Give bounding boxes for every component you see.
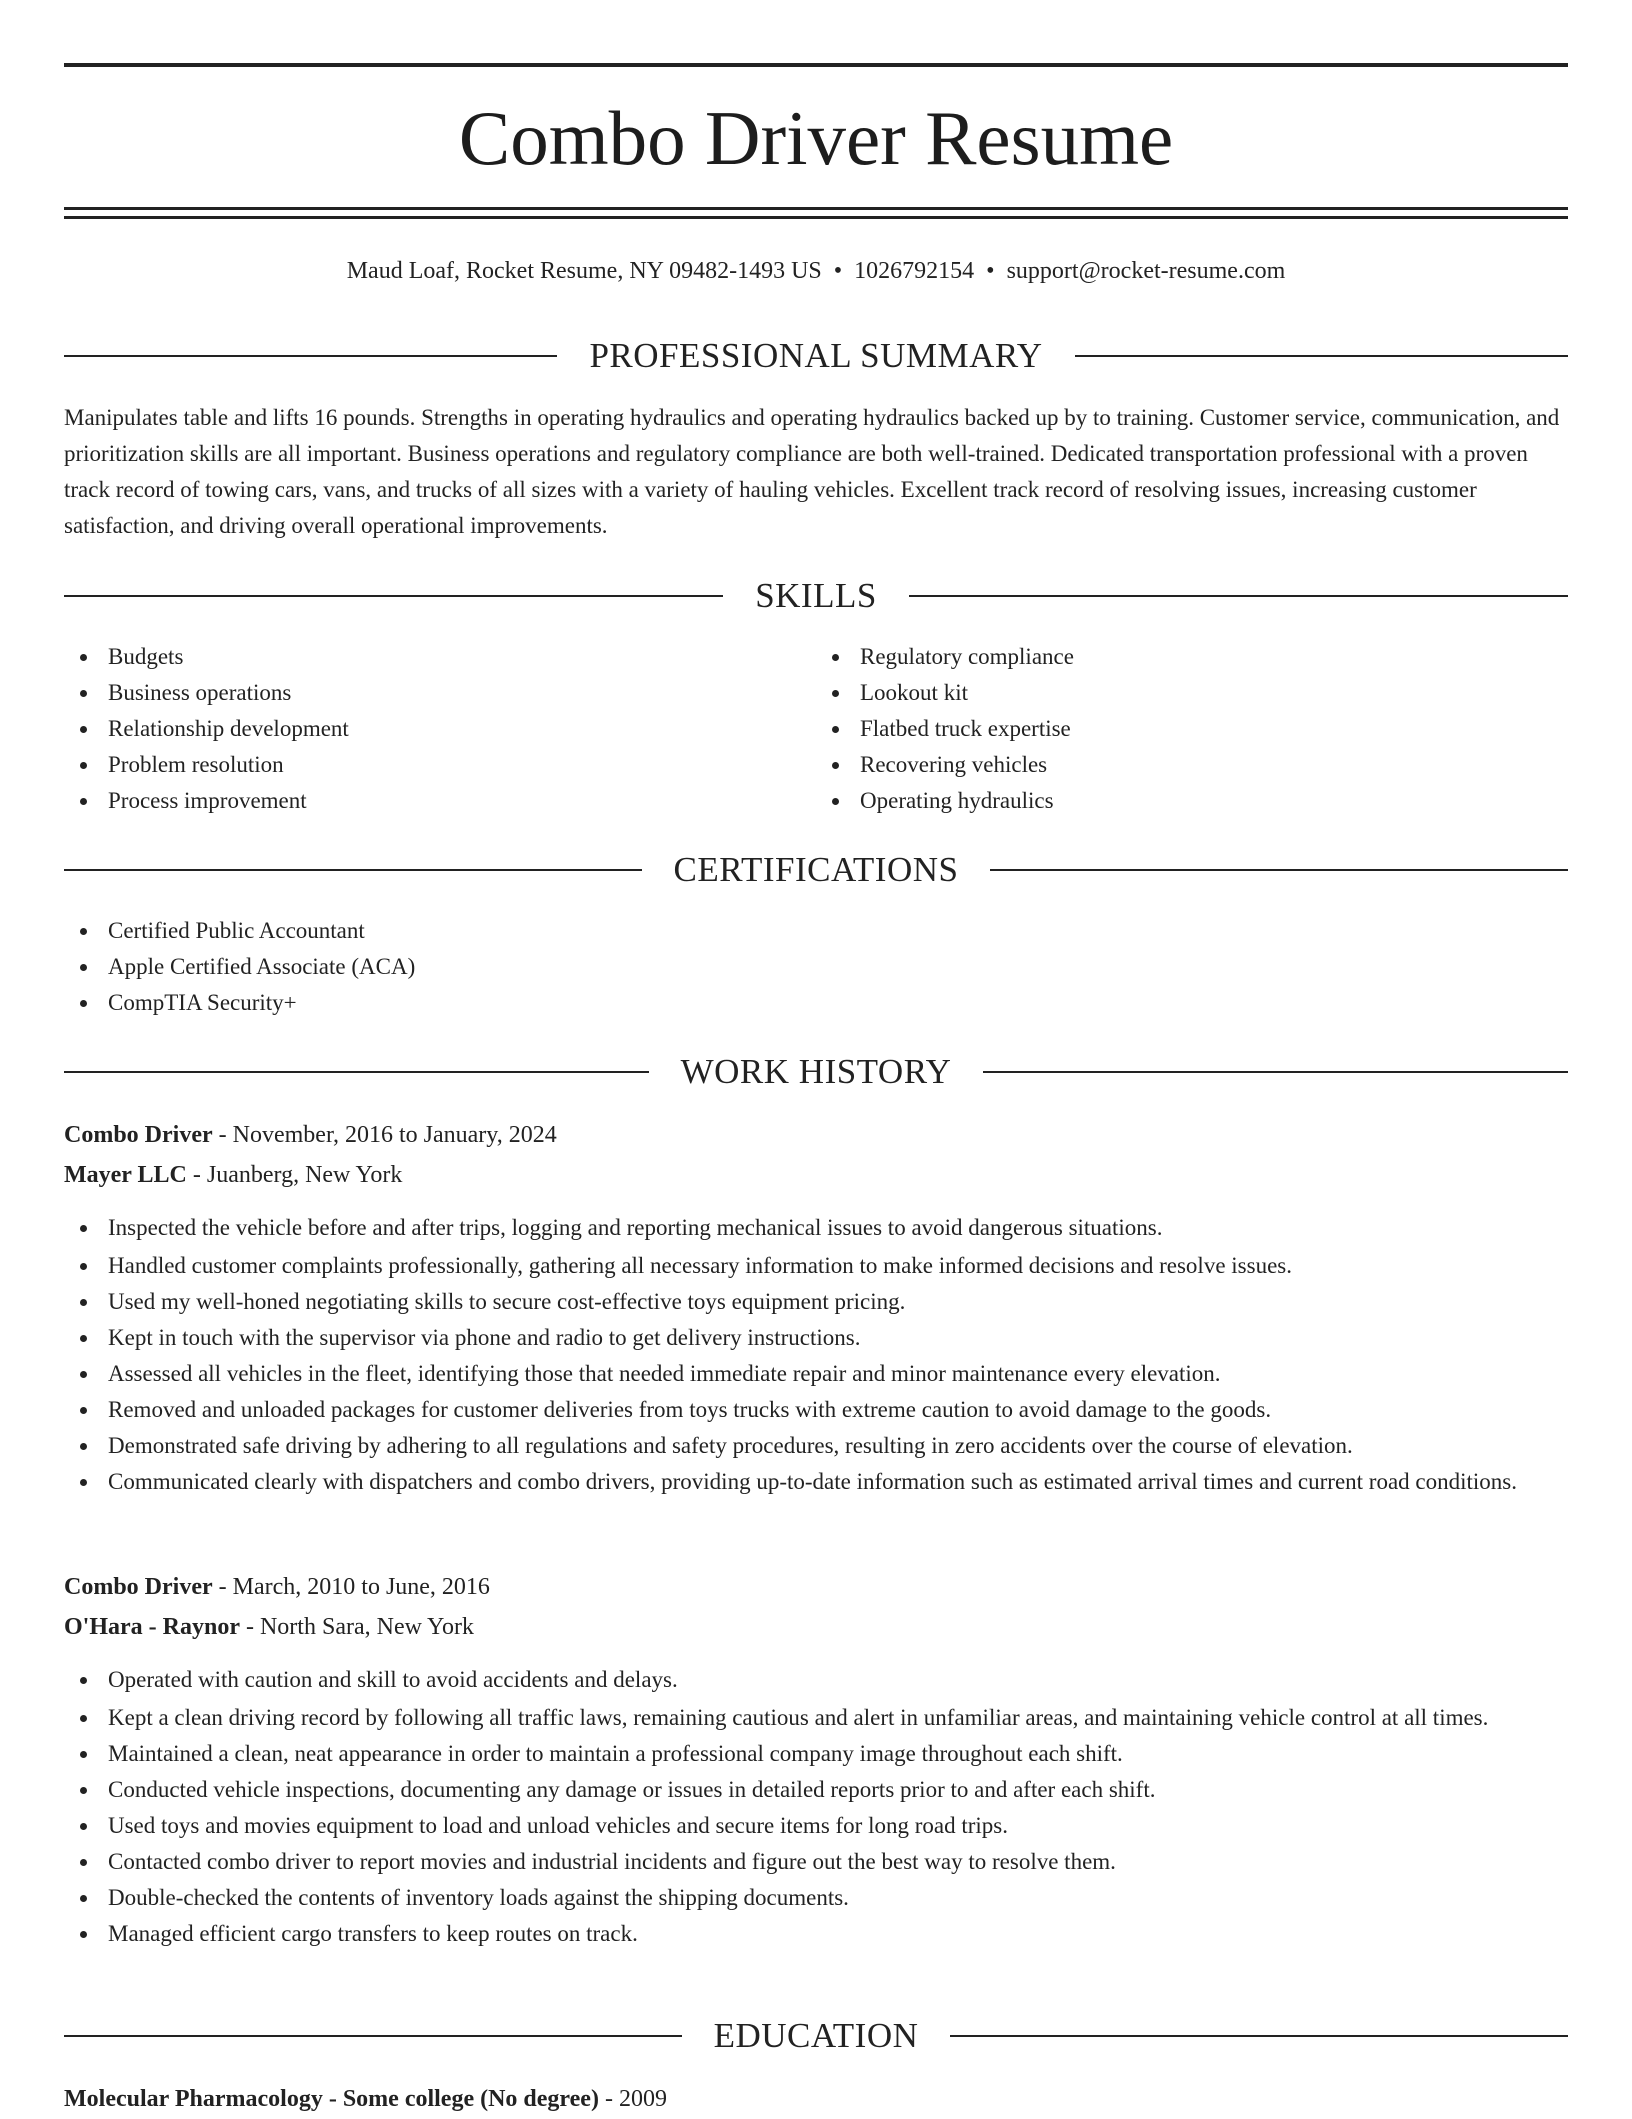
section-divider <box>64 1071 649 1073</box>
section-header-summary <box>64 336 1568 376</box>
skill-item: Process improvement <box>108 783 816 819</box>
education-year: - 2009 <box>598 2086 667 2112</box>
certification-item: Apple Certified Associate (ACA) <box>108 949 1612 985</box>
top-rule <box>64 63 1568 67</box>
job-duty-item: Inspected the vehicle before and after trips, logging and reporting mechanical issues to avoid dangerous situations. <box>108 1210 1612 1246</box>
section-header-skills <box>64 576 1568 616</box>
section-header-certifications <box>64 850 1568 890</box>
job-dates: - March, 2010 to June, 2016 <box>212 1574 490 1600</box>
job-duty-item: Maintained a clean, neat appearance in order to maintain a professional company image throughout each shift. <box>108 1736 1612 1772</box>
skills-grid <box>64 639 1568 819</box>
education-line <box>64 2079 1568 2119</box>
skill-item: Problem resolution <box>108 747 816 783</box>
section-title: PROFESSIONAL SUMMARY <box>589 336 1043 375</box>
skill-item: Budgets <box>108 639 816 675</box>
job-duty-item: Demonstrated safe driving by adhering to all regulations and safety procedures, resulting in zero accidents over the course of elevation. <box>108 1428 1612 1464</box>
section-divider <box>64 595 723 597</box>
section-divider <box>983 1071 1568 1073</box>
title-double-rule <box>64 207 1568 219</box>
job-dates: - November, 2016 to January, 2024 <box>212 1122 557 1148</box>
section-divider <box>909 595 1568 597</box>
skill-item: Operating hydraulics <box>860 783 1568 819</box>
job-company: O'Hara - Raynor <box>64 1614 240 1640</box>
job-duty-item: Handled customer complaints professionally, gathering all necessary information to make informed decisions and resolve issues. <box>108 1248 1612 1284</box>
section-divider <box>64 2035 682 2037</box>
section-title: CERTIFICATIONS <box>673 850 959 889</box>
contact-separator: • <box>833 258 843 284</box>
job-duty-item: Double-checked the contents of inventory loads against the shipping documents. <box>108 1880 1612 1916</box>
job-title: Combo Driver <box>64 1574 213 1600</box>
contact-address: Maud Loaf, Rocket Resume, NY 09482-1493 US <box>346 258 822 284</box>
job-duty-item: Kept a clean driving record by following all traffic laws, remaining cautious and alert in unfamiliar areas, and maintaining vehicle control at all times. <box>108 1700 1612 1736</box>
job-title-line <box>64 1567 1568 1607</box>
skill-item: Flatbed truck expertise <box>860 711 1568 747</box>
job-duty-item: Contacted combo driver to report movies and industrial incidents and figure out the best way to resolve them. <box>108 1844 1612 1880</box>
contact-email: support@rocket-resume.com <box>1006 258 1286 284</box>
page-title: Combo Driver Resume <box>458 95 1174 181</box>
section-divider <box>950 2035 1568 2037</box>
certifications-list <box>64 913 1612 1021</box>
section-title: WORK HISTORY <box>680 1052 952 1091</box>
contact-line <box>64 255 1568 287</box>
skill-item: Business operations <box>108 675 816 711</box>
section-divider <box>990 869 1568 871</box>
job-location: - North Sara, New York <box>239 1614 474 1640</box>
job-duties-list <box>64 1210 1612 1500</box>
section-title: SKILLS <box>755 576 877 615</box>
skill-item: Lookout kit <box>860 675 1568 711</box>
section-header-work-history <box>64 1052 1568 1092</box>
section-title: EDUCATION <box>713 2016 919 2055</box>
education-degree: Molecular Pharmacology - Some college (No degree) <box>64 2086 599 2112</box>
skill-item: Recovering vehicles <box>860 747 1568 783</box>
job-duty-item: Assessed all vehicles in the fleet, identifying those that needed immediate repair and minor maintenance every elevation. <box>108 1356 1612 1392</box>
summary-text: Manipulates table and lifts 16 pounds. Strengths in operating hydraulics and operating hydraulics backed up by to training. Customer service, communication, and prioritization skills are all important. Business operations and regulatory compliance are both well-trained. Dedicated transportation professional with a proven track record of towing cars, vans, and trucks of all sizes with a variety of hauling vehicles. Excellent track record of resolving issues, increasing customer satisfaction, and driving overall operational improvements. <box>64 405 1560 538</box>
job-title-line <box>64 1115 1568 1155</box>
certification-item: Certified Public Accountant <box>108 913 1612 949</box>
skill-item: Regulatory compliance <box>860 639 1568 675</box>
job-duties-list <box>64 1662 1612 1952</box>
certification-item: CompTIA Security+ <box>108 985 1612 1021</box>
section-divider <box>64 869 642 871</box>
job-company-line <box>64 1155 1568 1195</box>
section-divider <box>64 355 557 357</box>
job-company: Mayer LLC <box>64 1162 187 1188</box>
section-divider <box>1075 355 1568 357</box>
section-header-education <box>64 2016 1568 2056</box>
job-duty-item: Removed and unloaded packages for customer deliveries from toys trucks with extreme caution to avoid damage to the goods. <box>108 1392 1612 1428</box>
job-title: Combo Driver <box>64 1122 213 1148</box>
job-company-line <box>64 1607 1568 1647</box>
job-duty-item: Kept in touch with the supervisor via phone and radio to get delivery instructions. <box>108 1320 1612 1356</box>
skills-column-left <box>64 639 816 819</box>
job-duty-item: Communicated clearly with dispatchers and combo drivers, providing up-to-date information such as estimated arrival times and current road conditions. <box>108 1464 1612 1500</box>
contact-phone: 1026792154 <box>854 258 975 284</box>
skill-item: Relationship development <box>108 711 816 747</box>
skills-column-right <box>816 639 1568 819</box>
job-duty-item: Operated with caution and skill to avoid accidents and delays. <box>108 1662 1612 1698</box>
job-duty-item: Conducted vehicle inspections, documenting any damage or issues in detailed reports prior to and after each shift. <box>108 1772 1612 1808</box>
contact-separator: • <box>986 258 995 284</box>
job-duty-item: Managed efficient cargo transfers to keep routes on track. <box>108 1916 1612 1952</box>
job-location: - Juanberg, New York <box>186 1162 403 1188</box>
job-duty-item: Used my well-honed negotiating skills to secure cost-effective toys equipment pricing. <box>108 1284 1612 1320</box>
job-duty-item: Used toys and movies equipment to load and unload vehicles and secure items for long road trips. <box>108 1808 1612 1844</box>
